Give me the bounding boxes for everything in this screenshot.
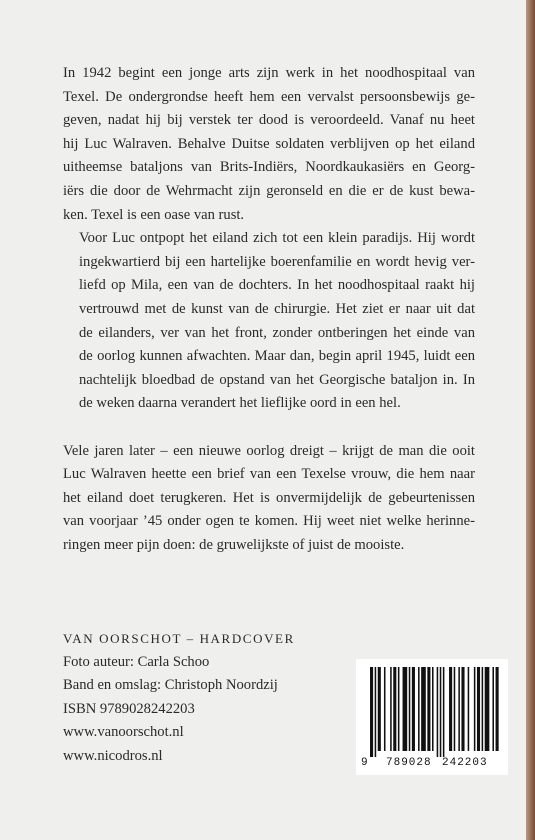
text-line: In 1942 begint een jonge arts zijn werk in het noodhospitaal van: [63, 65, 475, 81]
blurb-text: [63, 62, 475, 557]
text-line: het eiland doet terugkeren. Het is onvermijdelijk de gebeurtenissen: [63, 489, 475, 506]
text-line: van voorjaar ’45 onder ogen te komen. Hij weet niet welke herinne-: [63, 513, 475, 530]
text-line: Vele jaren later – een nieuwe oorlog dreigt – krijgt de man die ooit: [63, 442, 475, 459]
text-line: de eilanders, ver van het front, zonder ontberingen het einde van: [79, 324, 475, 341]
barcode-bar: [443, 667, 445, 757]
barcode-bar: [418, 667, 420, 751]
text-line: de oorlog kunnen afwachten. Maar dan, begin april 1945, luidt een: [79, 348, 475, 365]
text-line: ken. Texel is een oase van rust.: [63, 206, 245, 223]
barcode-bar: [458, 667, 460, 751]
barcode-bar: [375, 667, 377, 757]
website-link[interactable]: www.vanoorschot.nl: [63, 724, 184, 741]
barcode-bar: [440, 667, 442, 757]
barcode-bar: [378, 667, 381, 751]
text-line: Texel. De ondergrondse heeft hem een vervalst persoonsbewijs ge-: [63, 88, 475, 105]
barcode-bar: [403, 667, 408, 751]
barcode-digit-first: 9: [361, 757, 368, 769]
barcode-bar: [449, 667, 452, 751]
barcode-bar: [485, 667, 490, 751]
barcode-bar: [496, 667, 499, 751]
barcode-digits-right: 242203: [442, 757, 488, 769]
blurb-paragraph-2: [63, 227, 475, 416]
barcode-bar: [474, 667, 476, 751]
barcode-graphic: [356, 659, 508, 775]
barcode-bar: [482, 667, 484, 751]
barcode-bar: [461, 667, 464, 751]
barcode: [356, 659, 508, 775]
barcode-bar: [432, 667, 434, 751]
blurb-paragraph-1: [63, 62, 475, 227]
barcode-bar: [409, 667, 411, 751]
text-line: uitheemse bataljons van Brits-Indiërs, Noordkaukasiërs en Georg-: [63, 159, 475, 176]
text-line: ringen meer pijn doen: de gruwelijkste of juist de mooiste.: [63, 536, 405, 553]
cover-credit: Band en omslag: Christoph Noordzij: [63, 677, 278, 694]
barcode-bar: [437, 667, 439, 757]
barcode-bar: [398, 667, 400, 751]
barcode-bar: [421, 667, 426, 751]
barcode-bar: [370, 667, 373, 757]
colophon: [63, 627, 295, 769]
spine-edge: [526, 0, 535, 840]
text-line: liefd op Mila, een van de dochters. In het noodhospitaal raakt hij: [79, 277, 475, 294]
barcode-bar: [492, 667, 494, 751]
text-line: iërs die door de Wehrmacht zijn geronseld en die er de kust bewa-: [63, 182, 475, 199]
text-line: geven, nadat hij bij verstek ter dood is veroordeeld. Vanaf nu heet: [63, 112, 475, 129]
barcode-bar: [412, 667, 415, 751]
photo-credit: Foto auteur: Carla Schoo: [63, 653, 210, 670]
text-line: de weken daarna verandert het lieflijke oord in een hel.: [79, 395, 401, 412]
barcode-bar: [384, 667, 386, 751]
text-line: Luc Walraven heette een brief van een Texelse vrouw, die hem naar: [63, 466, 475, 483]
isbn: ISBN 9789028242203: [63, 700, 195, 717]
barcode-bar: [454, 667, 456, 751]
text-line: ingekwartierd bij een hartelijke boerenfamilie en wordt hevig ver-: [79, 253, 475, 270]
barcode-bar: [468, 667, 470, 751]
text-line: nachtelijk bloedbad de opstand van het Georgische bataljon in. In: [79, 371, 475, 388]
publisher-line: VAN OORSCHOT – HARDCOVER: [63, 631, 295, 646]
barcode-digits-left: 789028: [386, 757, 432, 769]
text-line: hij Luc Walraven. Behalve Duitse soldaten verblijven op het eiland: [63, 135, 475, 152]
blurb-paragraph-3: [63, 440, 475, 558]
website-link[interactable]: www.nicodros.nl: [63, 747, 163, 764]
barcode-bar: [393, 667, 396, 751]
barcode-bar: [390, 667, 392, 751]
barcode-bar: [427, 667, 430, 751]
text-line: Voor Luc ontpopt het eiland zich tot een klein paradijs. Hij wordt: [79, 230, 475, 247]
text-line: vertrouwd met de kunst van de chirurgie. Het ziet er naar uit dat: [79, 300, 475, 317]
barcode-bar: [477, 667, 480, 751]
